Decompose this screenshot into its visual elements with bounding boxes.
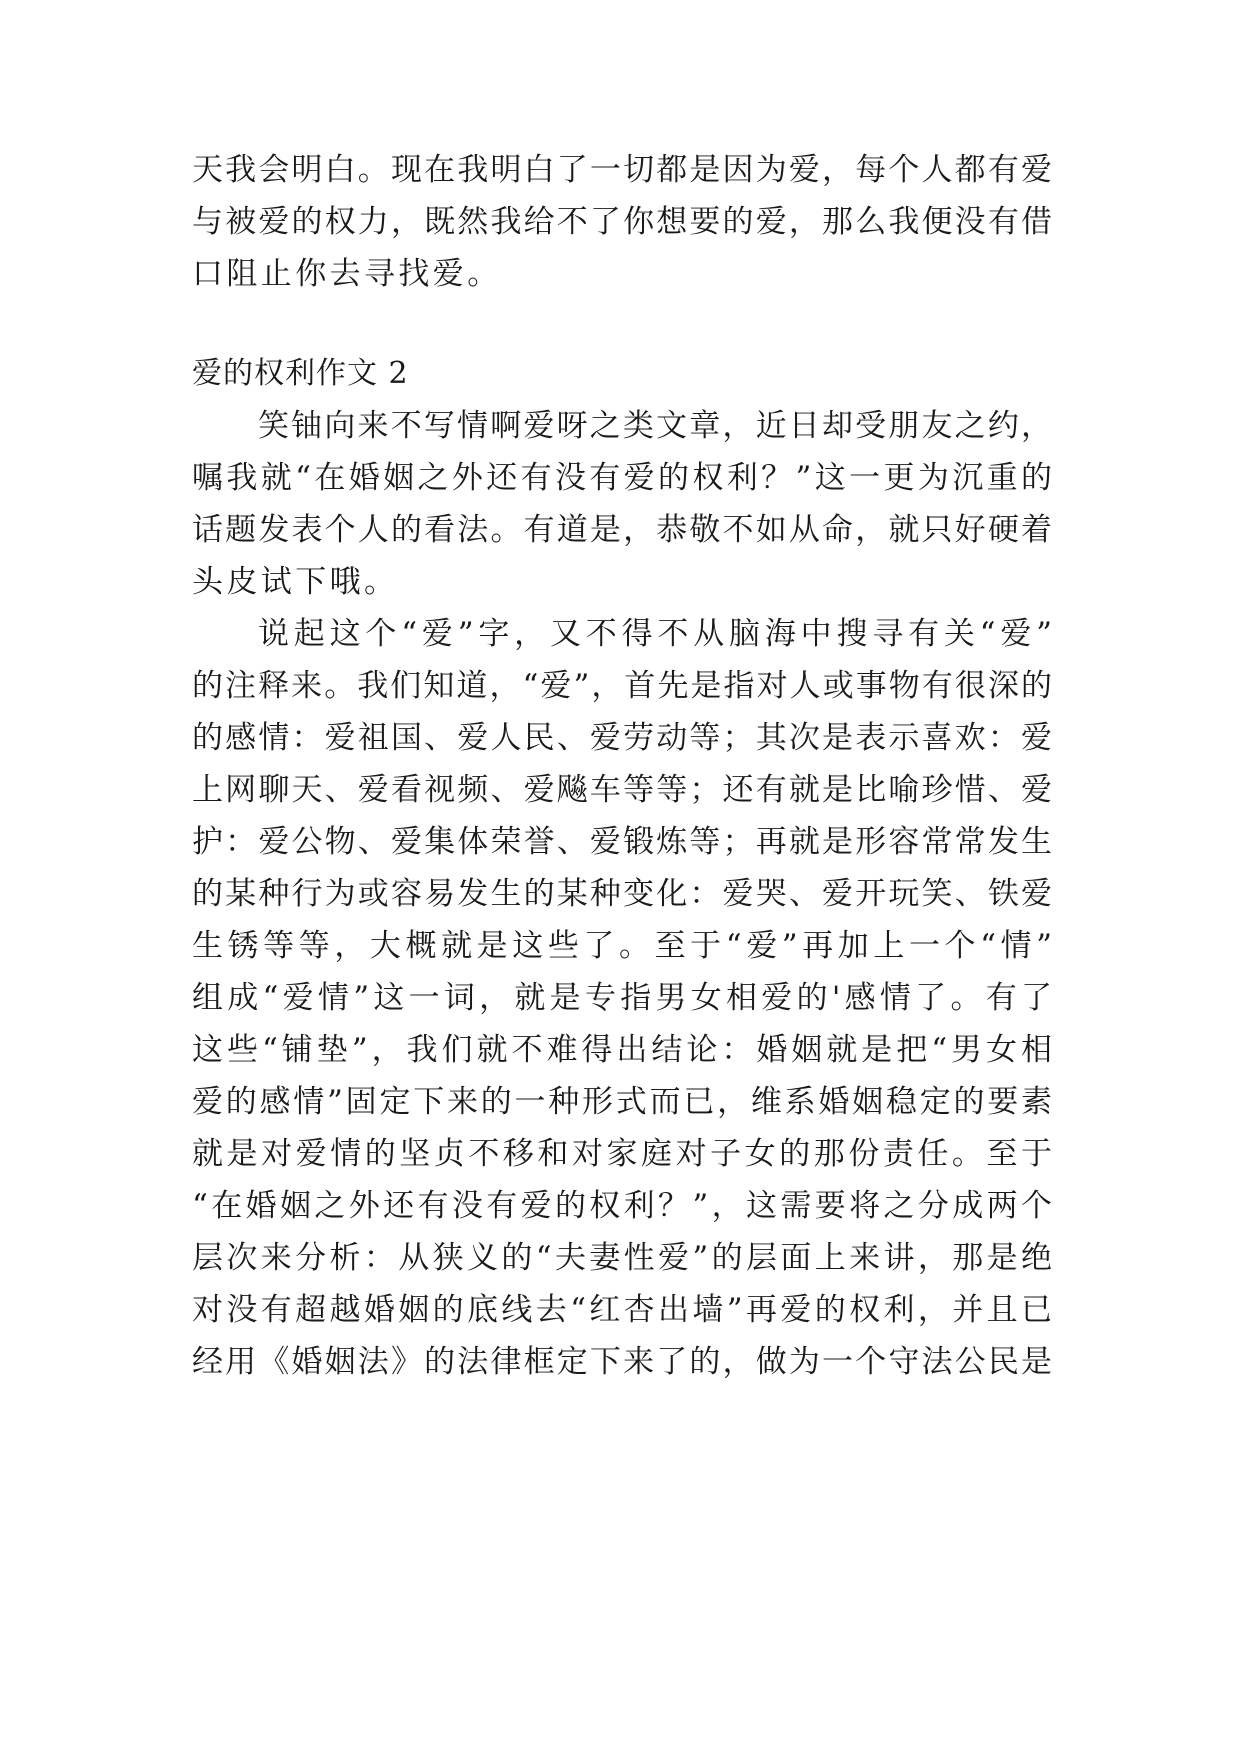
paragraph2-line-7: 生锈等等，大概就是这些了。至于“爱”再加上一个“情” [192, 928, 1052, 964]
paragraph1-line-3: 话题发表个人的看法。有道是，恭敬不如从命，就只好硬着 [192, 512, 1052, 548]
paragraph2-line-11: 就是对爱情的坚贞不移和对家庭对子女的那份责任。至于 [192, 1136, 1052, 1172]
paragraph1-line-1: 笑铀向来不写情啊爱呀之类文章，近日却受朋友之约， [258, 408, 1052, 444]
paragraph1-line-4: 头皮试下哦。 [192, 564, 399, 600]
paragraph2-line-10: 爱的感情”固定下来的一种形式而已，维系婚姻稳定的要素 [192, 1084, 1052, 1120]
intro-line-3: 口阻止你去寻找爱。 [192, 256, 502, 292]
paragraph2-line-15: 经用《婚姻法》的法律框定下来了的，做为一个守法公民是 [192, 1344, 1052, 1380]
paragraph2-line-12: “在婚姻之外还有没有爱的权利？”，这需要将之分成两个 [192, 1188, 1052, 1224]
paragraph2-line-3: 的感情：爱祖国、爱人民、爱劳动等；其次是表示喜欢：爱 [192, 720, 1052, 756]
paragraph2-line-13: 层次来分析：从狭义的“夫妻性爱”的层面上来讲，那是绝 [192, 1240, 1052, 1276]
paragraph2-line-14: 对没有超越婚姻的底线去“红杏出墙”再爱的权利，并且已 [192, 1292, 1052, 1328]
paragraph2-line-4: 上网聊天、爱看视频、爱飚车等等；还有就是比喻珍惜、爱 [192, 772, 1052, 808]
intro-line-1: 天我会明白。现在我明白了一切都是因为爱，每个人都有爱 [192, 152, 1052, 188]
paragraph2-line-9: 这些“铺垫”，我们就不难得出结论：婚姻就是把“男女相 [192, 1032, 1052, 1068]
paragraph2-line-1: 说起这个“爱”字，又不得不从脑海中搜寻有关“爱” [258, 616, 1052, 652]
paragraph1-line-2: 嘱我就“在婚姻之外还有没有爱的权利？”这一更为沉重的 [192, 460, 1052, 496]
paragraph2-line-5: 护：爱公物、爱集体荣誉、爱锻炼等；再就是形容常常发生 [192, 824, 1052, 860]
section-title: 爱的权利作文 2 [192, 356, 409, 391]
intro-line-2: 与被爱的权力，既然我给不了你想要的爱，那么我便没有借 [192, 204, 1052, 240]
paragraph2-line-8: 组成“爱情”这一词，就是专指男女相爱的'感情了。有了 [192, 980, 1052, 1016]
paragraph2-line-6: 的某种行为或容易发生的某种变化：爱哭、爱开玩笑、铁爱 [192, 876, 1052, 912]
paragraph2-line-2: 的注释来。我们知道，“爱”，首先是指对人或事物有很深的 [192, 668, 1052, 704]
